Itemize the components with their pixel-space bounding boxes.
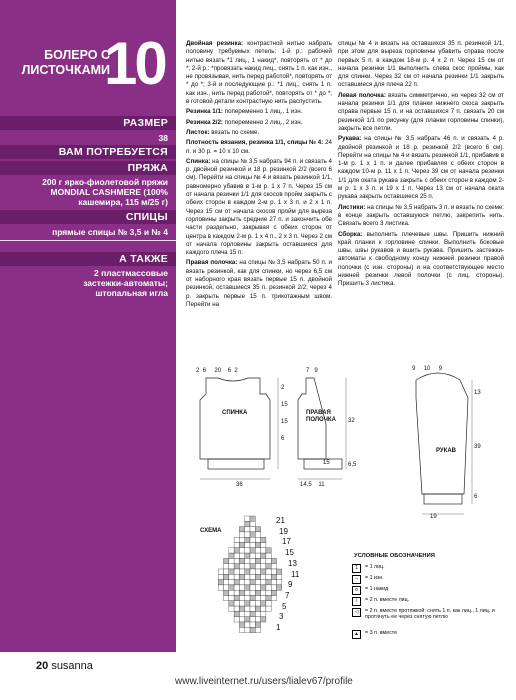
chart-cell (250, 585, 255, 590)
chart-cell (224, 590, 229, 595)
chart-cell (261, 548, 266, 553)
chart-cell (255, 601, 260, 606)
chart-cell (239, 617, 244, 622)
chart-cell (245, 516, 250, 521)
chart-cell (266, 601, 271, 606)
chart-cell (245, 627, 250, 632)
chart-cell (261, 580, 266, 585)
instruction-paragraph (338, 204, 504, 229)
chart-cell (261, 574, 266, 579)
needles-value: прямые спицы № 3,5 и № 4 (52, 227, 168, 237)
chart-cell (218, 569, 223, 574)
needles-label: СПИЦЫ (125, 211, 168, 223)
chart-cell (266, 580, 271, 585)
sleeve-cuff-dim: 6 (474, 494, 478, 500)
chart-cell (239, 596, 244, 601)
chart-row-number: 21 (276, 516, 285, 525)
sleeve-width: 19 (430, 514, 437, 520)
instruction-heading: Сборка: (338, 230, 367, 238)
back-right-dims: 2 15 15 6 (281, 385, 288, 442)
front-label: ПРАВАЯ ПОЛОЧКА (306, 410, 336, 423)
chart-cell (239, 622, 244, 627)
chart-cell (255, 627, 260, 632)
chart-cell (261, 596, 266, 601)
chart-cell (250, 569, 255, 574)
divider (0, 240, 176, 241)
chart-cell (250, 606, 255, 611)
instruction-heading: Рукава: (338, 135, 365, 143)
back-ribbing (208, 459, 264, 469)
chart-cell (245, 521, 250, 526)
legend-text: = 1 накид (365, 586, 389, 592)
chart-cell (239, 611, 244, 616)
chart-cell (250, 574, 255, 579)
chart-cell (229, 590, 234, 595)
sleeve-cuff (424, 494, 462, 504)
instruction-heading: Левая полочка: (338, 91, 389, 99)
chart-cell (239, 574, 244, 579)
front-top-dims: 7 9 (306, 368, 318, 374)
chart-cell (245, 606, 250, 611)
chart-cell (261, 601, 266, 606)
chart-cell (266, 558, 271, 563)
chart-cell (266, 606, 271, 611)
chart-cell (261, 569, 266, 574)
chart-cell (245, 543, 250, 548)
chart-cell (234, 569, 239, 574)
legend-title: УСЛОВНЫЕ ОБОЗНАЧЕНИЯ (354, 553, 435, 559)
legend-item (352, 608, 502, 620)
chart-cell (229, 601, 234, 606)
legend-item (352, 586, 502, 595)
chart-cell (245, 564, 250, 569)
chart-cell (239, 548, 244, 553)
chart-cell (250, 558, 255, 563)
instruction-paragraph (186, 40, 332, 106)
chart-cell (255, 580, 260, 585)
chart-cell (224, 574, 229, 579)
yarn-label: ПРЯЖА (127, 162, 168, 174)
chart-cell (239, 553, 244, 558)
chart-cell (255, 590, 260, 595)
chart-cell (250, 516, 255, 521)
chart-cell (245, 553, 250, 558)
chart-cell (255, 532, 260, 537)
chart-cell (245, 527, 250, 532)
instruction-heading: Спинка: (186, 157, 213, 165)
chart-row-number: 19 (279, 526, 288, 536)
instruction-paragraph (186, 108, 332, 116)
also-value: 2 пластмассовые застежки-автоматы; штопальная игла (83, 268, 168, 298)
chart-cell (239, 606, 244, 611)
chart-cell (250, 527, 255, 532)
chart-cell (245, 558, 250, 563)
chart-cell (255, 585, 260, 590)
front-height: 32 (348, 418, 355, 424)
legend-text: = 1 лиц. (365, 564, 385, 570)
chart-cell (234, 611, 239, 616)
footer (36, 660, 93, 672)
chart-cell (229, 553, 234, 558)
chart-cell (234, 601, 239, 606)
chart-cell (261, 590, 266, 595)
front-sub: 15 (323, 460, 330, 466)
chart-cell (239, 558, 244, 563)
chart-cell (261, 564, 266, 569)
chart-cell (239, 537, 244, 542)
chart-cell (250, 543, 255, 548)
instruction-heading: Резинка 1/1: (186, 108, 225, 116)
chart-cell (266, 596, 271, 601)
instructions-column-2 (338, 40, 504, 291)
chart-cell (261, 537, 266, 542)
legend-symbol: o (352, 586, 361, 595)
chart-cell (245, 590, 250, 595)
pattern-schematics (186, 364, 506, 534)
instruction-text: контрастной нитью набрать половину требуемых петель: 1-й р.: рабочей нитью вязать *1 лиц., 1 накид*, повторять от * до *; 2-й р.: *провязать накид лиц., снять 1 п. как изн., не провязывая, нить перед работой*, повторять от * до *; 3-й и последующие р.: *1 лиц., снять 1 п. как изн., нить перед работой*, повторять от * до *; в готовой детали контрастную нить распустить. (186, 40, 332, 106)
chart-cell (245, 617, 250, 622)
chart-cell (239, 543, 244, 548)
legend-symbol: – (352, 575, 361, 584)
instruction-paragraph (186, 129, 332, 137)
legend-symbol: ◁ (352, 608, 361, 617)
chart-cell (229, 558, 234, 563)
instruction-text: 24 п. и 30 р. = 10 х 10 см. (186, 139, 332, 155)
front-rib-height: 6,5 (348, 462, 357, 468)
chart-cell (266, 590, 271, 595)
chart-cell (255, 553, 260, 558)
back-top-dim: 2 6 20 6 2 (196, 368, 238, 374)
legend-symbol: 1 (352, 564, 361, 573)
chart-cell (261, 558, 266, 563)
chart-cell (255, 548, 260, 553)
chart-cell (234, 606, 239, 611)
chart-cell (255, 564, 260, 569)
chart-row-numbers (276, 516, 299, 634)
chart-cell (234, 574, 239, 579)
chart-cell (261, 585, 266, 590)
chart-cell (266, 569, 271, 574)
chart-cell (255, 537, 260, 542)
chart-cell (245, 601, 250, 606)
chart-cell (229, 580, 234, 585)
chart-cell (255, 527, 260, 532)
chart-cell (229, 585, 234, 590)
chart-cell (224, 564, 229, 569)
instruction-text: на спицы № 3,5 набрать 50 п. и вязать резинкой, как для спинки, но через 6,5 см от наборного края вязать первые 15 п. двойной резинкой, оставшиеся 35 п. резинкой 2/2; через 4 р. закрыть первые 15 п. трикотажным швом. Перейти на (186, 259, 332, 308)
chart-cell (255, 558, 260, 563)
sleeve-cap-dim: 13 (474, 390, 481, 396)
instruction-heading: Листики: (338, 203, 368, 211)
chart-cell (229, 596, 234, 601)
sleeve-outline (416, 373, 468, 494)
legend-text: = 2 п. вместе протяжкой: снять 1 п. как лиц., 1 лиц. и протянуть ее через снятую петлю (365, 608, 495, 620)
chart-row-number: 1 (276, 623, 281, 633)
chart-cell (250, 537, 255, 542)
chart-row-number: 5 (282, 601, 287, 611)
chart-row-number: 15 (285, 548, 294, 558)
legend-item (352, 575, 502, 584)
chart-cell (255, 574, 260, 579)
legend-text: = 3 п. вместе (365, 630, 398, 636)
instruction-text: на спицы № 3,5 набрать 94 п. и связать 4 р. двойной резинкой и 18 р. резинкой 2/2 (всего 6 см). Перейти на спицы № 4 и вязать резинкой 1/1, равномерно убавив в 1-м р. 1 х 7 п. Через 15 см от начала резинки 1/1 для скосов пройм закрыть с обеих сторон в каждом 2-м р. 1 х 3 п. и 2 х 1 п. Через 15 см от начала скосов пройм для выреза горловины закрыть средние 27 п. и закончить обе части раздельно, закрывая с обеих сторон от центра в каждом 2-м р. 1 х 4 п., 2 х 3 п. Через 2 см от начала горловины закрыть оставшиеся для каждого плеча 15 п. (186, 157, 332, 257)
instruction-paragraph (338, 135, 504, 201)
chart-cell (266, 574, 271, 579)
chart-cell (255, 543, 260, 548)
chart-cell (266, 548, 271, 553)
chart-cell (245, 596, 250, 601)
chart-cell (266, 553, 271, 558)
chart-cell (261, 617, 266, 622)
chart-cell (234, 548, 239, 553)
chart-cell (250, 596, 255, 601)
chart-cell (224, 596, 229, 601)
chart-cell (218, 580, 223, 585)
instruction-paragraph (338, 92, 504, 133)
legend-item (352, 564, 502, 573)
chart-cell (250, 601, 255, 606)
watermark: www.liveinternet.ru/users/lialev67/profile (175, 676, 353, 687)
chart-cell (229, 569, 234, 574)
chart-row-number: 13 (288, 558, 297, 568)
chart-cell (250, 532, 255, 537)
chart-cell (234, 537, 239, 542)
chart-cell (250, 611, 255, 616)
back-label: СПИНКА (222, 410, 248, 416)
also-label: А ТАКЖЕ (119, 253, 168, 265)
chart-cell (224, 585, 229, 590)
chart-cell (250, 553, 255, 558)
instruction-paragraph (186, 139, 332, 156)
chart-cell (255, 622, 260, 627)
chart-cell (234, 564, 239, 569)
chart-row-number: 9 (288, 580, 293, 590)
chart-cell (255, 617, 260, 622)
chart-cell (245, 580, 250, 585)
chart-cell (224, 569, 229, 574)
chart-cell (234, 580, 239, 585)
instruction-text: вязать симметрично, но через 32 см от начала резинки 1/1 для планки нижнего скоса закрыть справа первые 15 п. и на оставшихся 7 п. связать 20 см резинкой 1/1 по рисунку (для планки горловины спинки), закрыть все петли. (338, 91, 504, 132)
legend-text: = 1 изн. (365, 575, 384, 581)
legend-symbol: ▲ (352, 630, 361, 639)
chart-row-number: 3 (279, 612, 284, 622)
instruction-text: вязать по схеме. (211, 128, 260, 136)
chart-cell (239, 564, 244, 569)
chart-cell (239, 601, 244, 606)
instruction-text: на спицы № 3,5 набрать 46 п. и связать 4 р. двойной резинкой и 18 р. резинкой 2/2 (всего 6 см). Перейти на спицы № 4 и вязать резинкой 1/1, прибавив в 1-м р. 1 х 1 п. и далее прибавляя с обеих сторон в каждом 10-м р. 11 х 1 п. Через 39 см от начала резинки 1/1 для оката рукава закрыть с обеих сторон в каждом 2-м р. 1 х 3 п. и 19 х 1 п. Через 13 см от начала оката рукава закрыть оставшиеся 25 п. (338, 135, 504, 201)
sidebar (0, 0, 176, 652)
chart-cell (266, 564, 271, 569)
chart-cell (218, 585, 223, 590)
chart-cell (234, 543, 239, 548)
instruction-text: на спицы № 3,5 набрать 3 п. и вязать по схеме: в конце закрыть оставшуюся петлю, закрепить нить. Связать всего 3 листика. (338, 203, 504, 228)
chart-cell (245, 569, 250, 574)
chart-cell (250, 627, 255, 632)
chart-cell (245, 574, 250, 579)
chart-cell (250, 580, 255, 585)
instruction-heading: Резинка 2/2: (186, 118, 225, 126)
yarn-value: 200 г ярко-фиолетовой пряжи MONDIAL CASHMERE (100% кашемира, 115 м/25 г) (42, 177, 168, 207)
chart-cell (239, 627, 244, 632)
chart-cell (261, 606, 266, 611)
legend-symbol: \ (352, 597, 361, 606)
chart-cell (261, 611, 266, 616)
chart-cell (229, 606, 234, 611)
project-title: БОЛЕРО С ЛИСТОЧКАМИ (21, 48, 110, 77)
instruction-text: попеременно 2 лиц., 2 изн. (224, 118, 303, 126)
front-bottom-dims: 14,5 11 (300, 482, 325, 488)
chart-cell (218, 574, 223, 579)
chart-cell (255, 606, 260, 611)
chart-cell (255, 611, 260, 616)
legend-item (352, 597, 502, 606)
chart-cell (234, 617, 239, 622)
chart-cell (250, 564, 255, 569)
instruction-paragraph (186, 158, 332, 258)
project-number: 10 (104, 30, 165, 97)
sleeve-length-dim: 39 (474, 444, 481, 450)
instructions-column-1 (186, 40, 332, 311)
instruction-text: попеременно 1 лиц., 1 изн. (224, 108, 303, 116)
instruction-heading: Листок: (186, 128, 212, 136)
chart-cell (250, 622, 255, 627)
instruction-heading: Плотность вязания, резинка 1/1, спицы № 4: (186, 139, 326, 147)
chart-row-number: 11 (291, 569, 300, 579)
chart-cell (245, 622, 250, 627)
legend-item (352, 630, 502, 639)
chart-cell (234, 596, 239, 601)
chart-cell (224, 558, 229, 563)
chart-cell (261, 543, 266, 548)
chart-cell (234, 558, 239, 563)
sleeve-label: РУКАВ (436, 448, 456, 454)
chart-row-number: 17 (282, 537, 291, 547)
chart-cell (229, 548, 234, 553)
chart-title: СХЕМА (200, 528, 222, 534)
legend-text: = 2 п. вместе лиц. (365, 597, 410, 603)
chart-cell (245, 585, 250, 590)
chart-cell (250, 521, 255, 526)
back-outline (200, 378, 270, 459)
chart-cell (255, 596, 260, 601)
sleeve-top-dims: 9 10 9 (412, 366, 443, 372)
chart-cell (250, 617, 255, 622)
instruction-text: спицы № 4 и вязать на оставшихся 35 п. резинкой 1/1, при этом для выреза горловины убавить справа после первых 5 п. в каждом 18-м р. 4 х 2 п. Через 15 см от начала резинки 1/1 выполнить слева скос проймы, как для спинки. Через 32 см от начала резинки 1/1 закрыть оставшиеся для плеча 22 п. (338, 40, 504, 89)
chart-cell (239, 590, 244, 595)
chart-cell (245, 548, 250, 553)
chart-cell (245, 537, 250, 542)
chart-cell (234, 553, 239, 558)
chart-cell (266, 585, 271, 590)
chart-cell (245, 611, 250, 616)
chart-cell (250, 590, 255, 595)
chart-cell (239, 527, 244, 532)
instruction-heading: Правая полочка: (186, 259, 240, 267)
size-label: РАЗМЕР (123, 117, 168, 129)
instruction-paragraph (186, 119, 332, 127)
page-number: 20 (36, 660, 49, 672)
size-value: 38 (158, 133, 168, 143)
chart-cell (261, 553, 266, 558)
brand-name: susanna (51, 660, 93, 672)
back-width: 36 (236, 482, 243, 488)
chart-cell (224, 580, 229, 585)
chart-cell (229, 564, 234, 569)
instruction-heading: Двойная резинка: (186, 40, 248, 47)
chart-cell (234, 590, 239, 595)
chart-cell (234, 585, 239, 590)
instruction-paragraph (338, 40, 504, 90)
instruction-paragraph (186, 259, 332, 309)
chart-row-number: 7 (285, 590, 290, 600)
chart-cell (245, 532, 250, 537)
chart-cell (239, 569, 244, 574)
chart-cell (239, 532, 244, 537)
chart-cell (239, 580, 244, 585)
chart-cell (229, 574, 234, 579)
chart-cell (250, 548, 255, 553)
instruction-paragraph (338, 231, 504, 289)
chart-cell (239, 585, 244, 590)
need-label: ВАМ ПОТРЕБУЕТСЯ (58, 146, 168, 158)
chart-cell (255, 569, 260, 574)
instruction-text: выполнить плечевые швы. Пришить нижний край планки к горловине спинки. Выполнить боковые швы, швы рукавов и вшить рукава. Пришить застежки-автоматы к свободному концу нижней резинки правой полочки (с изн. стороны) и на соответствующее место нижней резинки левой полочки (с лиц. стороны). Пришить 3 листика. (338, 230, 504, 288)
